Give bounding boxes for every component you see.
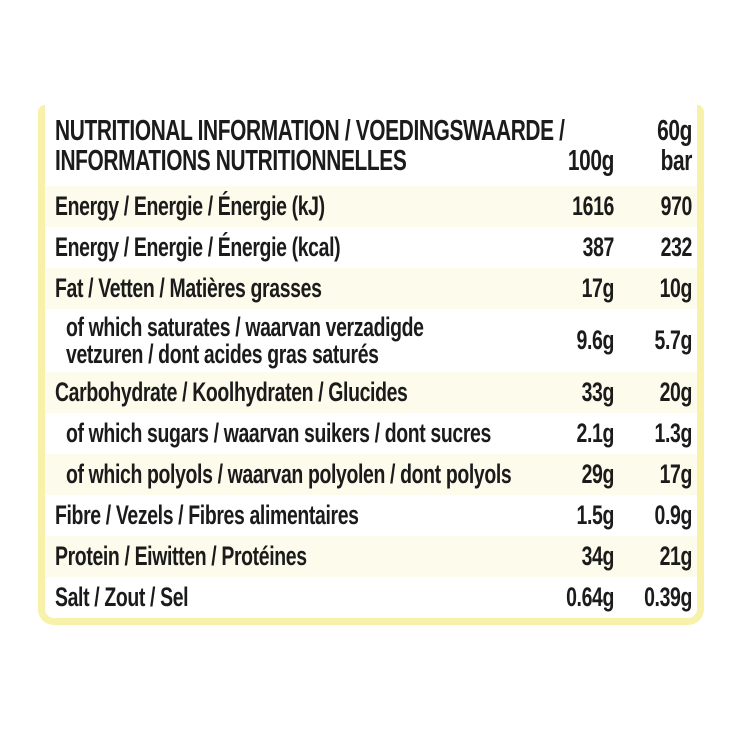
- row-value-100g: 387: [582, 232, 614, 262]
- header-col-bar: [614, 116, 692, 176]
- table-rows: [45, 186, 697, 618]
- row-value-bar: 970: [660, 191, 692, 221]
- row-value-100g: 33g: [581, 377, 614, 407]
- row-label: of which sugars / waarvan suikers / dont sucres: [66, 418, 491, 448]
- row-value-bar: 21g: [659, 541, 692, 571]
- nutrition-table: [38, 105, 704, 625]
- header-title-line2: INFORMATIONS NUTRITIONNELLES: [55, 145, 407, 177]
- row-value-100g: 9.6g: [576, 325, 614, 355]
- row-value-bar: 232: [660, 232, 692, 262]
- table-row: [45, 413, 697, 454]
- header-col-bar-line2: bar: [660, 145, 692, 177]
- row-value-100g: 1616: [572, 191, 614, 221]
- table-row: [45, 495, 697, 536]
- table-row: [45, 268, 697, 309]
- row-value-bar: 17g: [659, 459, 692, 489]
- row-value-bar: 5.7g: [654, 325, 692, 355]
- row-value-bar: 1.3g: [654, 418, 692, 448]
- row-label: Carbohydrate / Koolhydraten / Glucides: [55, 377, 408, 407]
- row-label: Energy / Energie / Énergie (kcal): [55, 232, 341, 262]
- row-label: of which saturates / waarvan verzadigde vetzuren / dont acides gras saturés: [66, 311, 424, 369]
- header-col-100g-label: 100g: [567, 145, 614, 177]
- table-row: [45, 227, 697, 268]
- header-title: [55, 115, 565, 177]
- row-label: Energy / Energie / Énergie (kJ): [55, 191, 325, 221]
- row-label: Salt / Zout / Sel: [55, 582, 189, 612]
- header-title-line1: NUTRITIONAL INFORMATION / VOEDINGSWAARDE /: [55, 115, 565, 147]
- row-value-bar: 0.39g: [644, 582, 692, 612]
- row-value-bar: 20g: [659, 377, 692, 407]
- row-value-100g: 2.1g: [576, 418, 614, 448]
- row-value-100g: 34g: [581, 541, 614, 571]
- row-label: Protein / Eiwitten / Protéines: [55, 541, 307, 571]
- row-value-100g: 17g: [581, 273, 614, 303]
- table-row: [45, 186, 697, 227]
- header-col-bar-line1: 60g: [657, 115, 692, 147]
- table-row: [45, 372, 697, 413]
- row-value-100g: 1.5g: [576, 500, 614, 530]
- table-row: [45, 577, 697, 618]
- table-row: [45, 454, 697, 495]
- row-label: Fibre / Vezels / Fibres alimentaires: [55, 500, 359, 530]
- row-value-bar: 10g: [659, 273, 692, 303]
- table-header: [45, 105, 697, 186]
- table-row: [45, 536, 697, 577]
- row-label: Fat / Vetten / Matières grasses: [55, 273, 322, 303]
- row-label: of which polyols / waarvan polyolen / dont polyols: [66, 459, 512, 489]
- row-value-100g: 29g: [581, 459, 614, 489]
- table-row: [45, 309, 697, 372]
- row-value-bar: 0.9g: [654, 500, 692, 530]
- row-value-100g: 0.64g: [566, 582, 614, 612]
